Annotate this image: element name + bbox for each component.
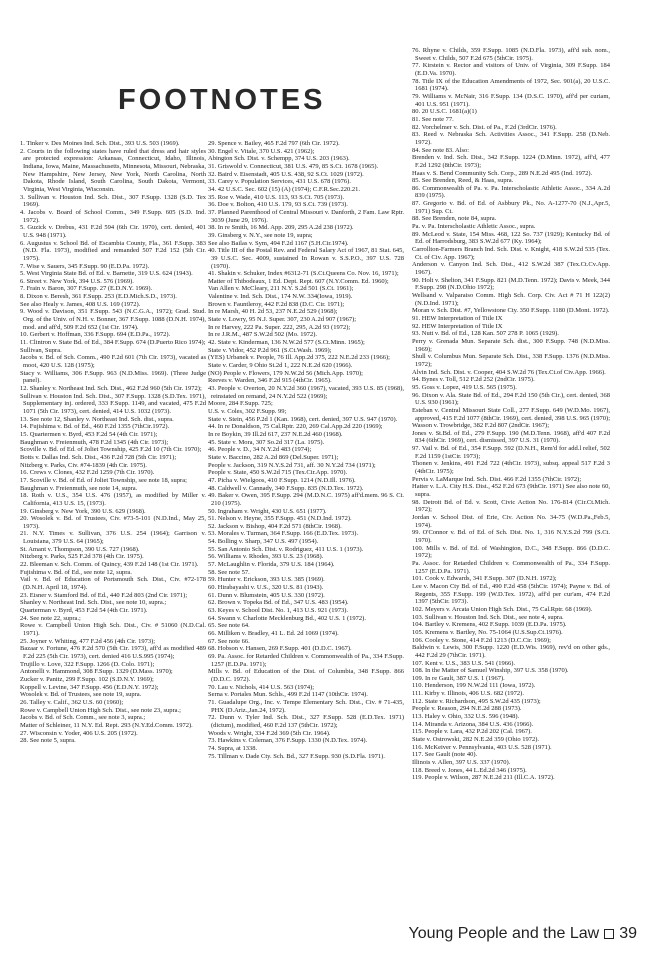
footnote-entry: 101. Cook v. Edwards, 341 F.Supp. 307 (D.N.H. 1972);	[412, 575, 557, 583]
footnotes-column-1	[20, 140, 206, 745]
footnote-entry: 85. See Brenden, Reed, & Haas, supra.	[412, 177, 514, 185]
footnote-entry: 91. HEW Interpretation of Title IX	[412, 314, 503, 322]
footnote-entry: 35. Roe v. Wade, 410 U.S. 113, 93 S.Ct. 705 (1973).	[208, 193, 345, 201]
footnote-entry: Van Allen v. McCleary, 211 N.Y. S.2d 501 (S.Ct. 1961);	[208, 285, 354, 293]
footnote-entry: 60. Hirabayashi v. U.S., 320 U.S. 81 (1943).	[208, 584, 324, 592]
footnote-entry: Matter of Thibodeaux, 1 Ed. Dept. Rept. 607 (N.Y.Comm. Ed. 1960);	[208, 277, 389, 285]
footnote-entry: 78. Title IX of the Education Amendments of 1972, Sec. 901(a), 20 U.S.C. 1681 (1974).	[412, 77, 610, 93]
footnote-entry: 50. Ingraham v. Wright, 430 U.S. 651 (1977).	[208, 507, 327, 515]
footnote-entry: 43. People v. Overton, 20 N.Y.2d 360 (1967), vacated, 393 U.S. 85 (1968), reinstated on remand, 24 N.Y.2d 522 (1969);	[208, 385, 404, 400]
footnote-entry: 11. Clintron v. State Bd. of Ed., 384 F.Supp. 674 (D.Puerto Rico 1974);	[20, 339, 206, 347]
footnote-entry: Haas v. S. Bend Community Sch. Corp., 289 N.E.2d 495 (Ind. 1972).	[412, 169, 593, 177]
footnote-entry: 37. Planned Parenthood of Central Missouri v. Danforth, 2 Fam. Law Rptr. 3039 (June 29, 1976).	[208, 208, 404, 224]
footnote-entry: 74. Supra, at 1338.	[208, 744, 258, 752]
footnote-entry: 5. Guzick v. Drebus, 431 F.2d 594 (6th Cir. 1970), cert. denied, 401 U.S. 948 (1971).	[20, 224, 206, 239]
footnote-entry: 48. Caldwell v. Cannady, 340 F.Supp. 835 (N.D.Tex. 1972).	[208, 484, 364, 492]
footnote-entry: 117. See Gault (note 40).	[412, 751, 478, 759]
footnote-entry: People v. Reason, 294 N.E.2d 288 (1973).	[412, 705, 522, 713]
footnote-entry: 17. Scoville v. Bd. of Ed. of Joliet Township, see note 18, supra;	[20, 476, 187, 484]
footnote-entry: 30. Engel v. Vitale, 370 U.S. 421 (1962);	[208, 147, 315, 155]
footnote-entry: 45. State v. Mora, 307 So.2d 317 (La. 1975).	[208, 438, 325, 446]
footnote-entry: 2. Courts in the following states have ruled that dress and hair styles are protected expression: Arkansas, Connecticut, Idaho, Illinois, Indiana, Iowa, Maine, Massachusetts, Minnesota, Missouri, Nebraska, New Hampshire, New Jersey, New York, North Carolina, North Dakota, Rhode Island, South Carolina, South Dakota, Vermont, Virginia, West Virginia, Wisconsin.	[20, 147, 206, 193]
footnote-entry: 6. Augustus v. School Bd. of Escambia County, Fla., 361 F.Supp. 383 (N.D. Fla. 1973), modified and remanded 507 F.2d 152 (5th Cir. 1975).	[20, 239, 206, 262]
footnote-entry: 15. Quartermen v. Byrd, 453 F.2d 54 (4th Cir. 1971);	[20, 430, 158, 438]
footnote-entry: 61. Dunn v. Blumstein, 405 U.S. 330 (1972).	[208, 591, 325, 599]
footnote-entry: 112. State v. Richardson, 495 S.W.2d 435 (1973);	[412, 697, 541, 705]
footnote-entry: 4. Jacobs v. Board of School Comm., 349 F.Supp. 605 (S.D. Ind. 1972).	[20, 208, 206, 224]
footnote-entry: 119. People v. Wilson, 287 N.E.2d 211 (Ill.C.A. 1972).	[412, 774, 555, 782]
footnote-entry: 12. Shanley v. Northeast Ind. Sch. Dist., 462 F.2d 960 (5th Cir. 1972);	[20, 385, 202, 392]
footnote-entry: 83. Reed v. Nebraska Sch. Activities Assoc., 341 F.Supp. 258 (D.Neb. 1972).	[412, 131, 610, 146]
footnote-entry: 40. Title III of the Postal Rev. and Federal Salary Act of 1967, 81 Stat. 645, 39 U.S.C. Sec. 4009, sustained In Rowan v. S.S.P.O., 397 U.S. 728 (1970).	[208, 247, 404, 270]
footnote-entry: 102. Meyers v. Arcata Union High Sch. Dist., 75 Cal.Rptr. 68 (1969).	[412, 605, 593, 613]
footnote-entry: 65. See note 64.	[208, 622, 250, 630]
footnote-entry: Koppell v. Levine, 347 F.Supp. 456 (E.D.N.Y. 1972);	[20, 683, 159, 691]
footnote-entry: 21. N.Y. Times v. Sullivan, 376 U.S. 254 (1964); Garrison v. Louisiana, 379 U.S. 64 (1965);	[20, 530, 206, 546]
footnote-entry: Brenden v. Ind. Sch. Dist., 342 F.Supp. 1224 (D.Minn. 1972), aff'd, 477 F.2d 1292 (8thCir. 1973);	[412, 154, 610, 169]
footnote-entry: St. Amant v. Thompson, 390 U.S. 727 (1968).	[20, 545, 140, 553]
footer-title: Young People and the Law	[408, 925, 600, 942]
footnote-entry: Quarterman v. Byrd, 453 F.2d 54 (4th Cir. 1971).	[20, 607, 148, 615]
footnote-entry: Brown v. Fauntleroy, 442 F.2d 838 (D.C. Cir. 1971);	[208, 300, 345, 308]
footnote-entry: 1. Tinker v. Des Moines Ind. Sch. Dist., 393 U.S. 503 (1969).	[20, 140, 180, 147]
footnote-entry: 53. Morales v. Turman, 364 F.Supp. 166 (E.D.Tex. 1973).	[208, 530, 359, 538]
footnote-entry: State v. Vidor, 452 P.2d 961 (S.Ct.Wash. 1969);	[208, 346, 332, 354]
footnote-entry: 22. Bleeman v. Sch. Comm. of Quincy, 439 F.2d 148 (1st Cir. 1971).	[20, 561, 199, 569]
footnote-entry: 57. McLaughlin v. Florida, 379 U.S. 184 (1964).	[208, 561, 335, 569]
footnote-entry: Stacy v. Williams, 306 F.Supp. 963 (N.D.Miss. 1969). (Three Judge panel).	[20, 369, 206, 385]
footnote-entry: 100. Mills v. Bd. of Ed. of Washington, D.C., 348 F.Supp. 866 (D.D.C. 1972);	[412, 544, 610, 560]
footnote-entry: Pervis v. LaMarque Ind. Sch. Dist. 466 F.2d 1355 (7thCir. 1972);	[412, 475, 582, 483]
footnote-entry: 38. In re Smith, 16 Md. App. 209, 295 A.2d 238 (1972).	[208, 224, 354, 232]
footnote-entry: 96. Dixon v. Ala. State Bd. of Ed., 294 F.2d 150 (5th Cir.), cert. denied, 368 U.S. 930 (1961);	[412, 391, 610, 407]
footnote-entry: 110. Henderson, 199 N.W.2d 111 (Iowa, 1972).	[412, 682, 536, 690]
footnote-entry: 31. Griswold v. Connecticut, 381 U.S. 479, 85 S.Ct. 1678 (1965).	[208, 162, 379, 170]
footnote-entry: 93. Nutt v. Bd. of Ed., 128 Kan. 507 278 P. 1065 (1929).	[412, 330, 559, 338]
footnote-entry: State v. Lowry, 95 N.J. Super. 307, 230 A.2d 907 (1967);	[208, 316, 357, 324]
footnote-entry: 16. Crews v. Clones, 432 F.2d 1259 (7th Cir. 1970).	[20, 469, 155, 477]
footnote-entry: Nitzberg v. Parks, Civ. #74-1839 (4th Cir. 1975).	[20, 461, 147, 469]
footnote-entry: Anderson v. Canyon Ind. Sch. Dist., 412 S.W.2d 387 (Tex.Ct.Cv.App. 1967).	[412, 261, 610, 277]
footnote-entry: Reeves v. Warden, 346 F.2d 915 (4thCir. 1965).	[208, 377, 332, 385]
footnote-entry: 88. See Brenden, note 84, supra.	[412, 215, 497, 223]
footnote-entry: 36. Doe v. Bolton, 410 U.S. 179, 93 S.Ct. 739 (1973).	[208, 201, 348, 209]
footnote-entry: 29. Spence v. Bailey, 465 F.2d 797 (6th Cir. 1972).	[208, 140, 340, 147]
footnote-entry: Sullivan, Supra.	[20, 346, 62, 354]
page-footer	[409, 925, 637, 943]
footnote-entry: 86. Commonwealth of Pa. v. Pa. Interscholastic Athletic Assoc., 334 A.2d 839 (1975).	[412, 184, 610, 200]
footnote-entry: 19. Ginsberg v. New York, 390 U.S. 629 (1968).	[20, 507, 146, 515]
footnote-entry: 106. Cooley v. Stone, 414 F.2d 1213 (D.C.Cir. 1969);	[412, 636, 551, 644]
footnote-entry: People v. State, 450 S.W.2d 715 (Tex.Cir.App. 1970).	[208, 469, 348, 477]
footnote-entry: 87. Gregorio v. Bd. of Ed. of Asbbury Pk., No. A-1277-70 (N.J.,Apr.5, 1971) Sup. Ct.	[412, 200, 610, 215]
footnote-entry: 13. See note 12, Shanley v. Northeast Ind. Sch. dist., supra.	[20, 415, 174, 423]
footnote-entry: 80. 20 U.S.C. 1681(a)(1)	[412, 108, 477, 116]
footnote-entry: 98. Detroit Bd. of Ed. v. Scott, Civic Action No. 176-814 (Cir.Ct.Mich. 1972);	[412, 498, 610, 514]
footnote-entry: 20. Wosolek v. Bd. of Trustees, Civ. #73-5-101 (N.D.Ind., May 25, 1973).	[20, 515, 206, 530]
footnote-entry: 92. HEW Interpretation of Title IX	[412, 322, 503, 330]
footnote-entry: 105. Kremens v. Bartley, No. 75-1064 (U.S.Sup.Ct.1976).	[412, 628, 563, 636]
footnote-entry: 69. Pa. Assoc. for Retarded Children v. Commonwealth of Pa., 334 F.Supp. 1257 (E.D.Pa. 1971);	[208, 652, 404, 668]
footnote-entry: In re Marsh, 40 H. 2d 53, 237 N.E.2d 529 (1968);	[208, 308, 338, 316]
footnote-entry: U.S. v. Coles, 302 F.Supp. 99;	[208, 407, 287, 415]
page-title: FOOTNOTES	[118, 84, 326, 116]
footnote-entry: Wellsand v. Valparaiso Comm. High Sch. Corp. Civ. Act # 71 H 122(2) (N.D.Ind. 1971);	[412, 292, 610, 307]
footnote-entry: In re Boykin, 39 Ill.2d 617, 237 N.E.2d 460 (1968).	[208, 430, 343, 438]
footnote-entry: Pa. Assoc. for Retarded Children v. Commonwealth of Pa., 334 F.Supp. 1257 (E.D.Pa. 1971).	[412, 559, 610, 575]
footnote-entry: Botts v. Dallas Ind. Sch. Dist., 436 F.2d 728 (5th Cir. 1971);	[20, 453, 177, 461]
footnote-entry: 104. Bartley v. Kremens, 402 F.Supp. 1039 (E.D.Pa. 1975).	[412, 621, 567, 629]
footnote-entry: Jones v. St.Bd. of Ed., 279 F.Supp. 190 (M.D.Tenn. 1968), aff'd 407 F.2d 834 (6thCir. 1969), cert. dismissed, 397 U.S. 31 (1970).	[412, 429, 610, 445]
footnote-entry: Antonelli v. Hammond, 308 F.Supp. 1329 (D.Mass. 1970);	[20, 668, 173, 676]
footnote-entry: 76. Rhyne v. Childs, 359 F.Supp. 1085 (N.D.Fla. 1973), aff'd sub. nom., Sweet v. Childs, 507 F.2d 675 (5thCir. 1975).	[412, 47, 610, 62]
footnote-entry: 75. Tillman v. Dade Cty. Sch. Bd., 327 F.Supp. 930 (S.D.Fla. 1971).	[208, 752, 385, 760]
footnote-entry: 62. Brown v. Topeka Bd. of Ed., 347 U.S. 483 (1954).	[208, 599, 349, 607]
footnote-entry: Shull v. Columbus Mun. Separate Sch. Dist., 338 F.Supp. 1376 (N.D.Miss. 1972);	[412, 353, 610, 368]
footnote-entry: Jacobs v. Bd. of Sch. Comm., 490 F.2d 601 (7th Cir. 1973), vacated as moot, 420 U.S. 128 (1975);	[20, 354, 206, 370]
footnote-entry: 24. See note 22, supra.;	[20, 614, 81, 622]
footnote-entry: 3. Sullivan v. Houston Ind. Sch. Dist., 307 F.Supp. 1328 (S.D. Tex 1969).	[20, 193, 206, 209]
footnote-entry: Thonen v. Jenkins, 491 F.2d 722 (4thCir. 1973), subsq. appeal 517 F.2d 3 (4thCir. 1975);	[412, 460, 610, 476]
footnote-entry: 14. Fujishima v. Bd. of Ed., 460 F.2d 1355 (7thCir.1972).	[20, 423, 170, 431]
footnote-entry: Jacobs v. Bd. of Sch. Comm., see note 3, supra.;	[20, 714, 146, 722]
footnote-entry: 84. See note 83. Also:	[412, 146, 470, 154]
footnote-entry: 46. People v. D., 34 N.Y.2d 483 (1974);	[208, 446, 312, 454]
footnote-entry: Carrollton-Farmers Branch Ind. Sch. Dist. v. Knight, 418 S.W.2d 535 (Tex. Ct. of Civ. App. 1967);	[412, 246, 610, 261]
footnote-entry: 8. Dixon v. Beresh, 361 F.Supp. 253 (E.D.Mich.S.D., 1973).	[20, 293, 177, 301]
footnote-entry: Valentine v. Ind. Sch. Dist., 174 N.W. 334(Iowa, 1919).	[208, 293, 353, 301]
footnote-entry: Nitzberg v. Parks, 525 F.2d 378 (4th Cir. 1975).	[20, 553, 144, 561]
footnote-entry: Woods v. Wright, 334 F.2d 369 (5th Cir. 1964).	[208, 729, 331, 737]
footnote-entry: 66. Milliken v. Bradley, 41 L. Ed. 2d 1069 (1974).	[208, 630, 339, 637]
footnote-entry: 108. In the Matter of Samuel Winship, 397 U.S. 358 (1970).	[412, 667, 569, 675]
footnote-entry: State v. Baccino, 282 A.2d 869 (Del.Super. 1971);	[208, 453, 339, 461]
footnote-entry: 39. Ginsberg v. N.Y., see note 19, supra;	[208, 231, 313, 239]
footnote-entry: State v. Stein, 456 P.2d 1 (Kan. 1968), cert. denied, 397 U.S. 947 (1970).	[208, 415, 398, 423]
footnote-entry: Esteban v. Central Missouri State Coll., 277 F.Supp. 649 (W.D.Mo. 1967), approved, 415 F.2d 1077 (8thCir. 1969), cert. denied, 398 U.S. 965 (1970);	[412, 406, 610, 422]
footnote-entry: Baughman v. Freienmuth, 478 F.2d 1345 (4th Cir. 1973);	[20, 438, 169, 446]
footnote-entry: 113. Haley v. Ohio, 332 U.S. 596 (1948).	[412, 713, 520, 721]
footnote-entry: Baughman v. Freienmuth, see note 14, supra.	[20, 484, 138, 492]
footnote-entry: 77. Kirstein v. Rector and visitors of Univ. of Virginia, 309 F.Supp. 184 (E.D.Va. 1970).	[412, 62, 610, 77]
footnote-entry: 58. See note 57.	[208, 568, 250, 576]
footnote-entry: 72. Dunn v. Tyler Ind. Sch. Dist., 327 F.Supp. 528 (E.D.Tex. 1971) (dictum), modified, 460 F.2d 137 (5thCir. 1972);	[208, 714, 404, 729]
footnote-entry: 115. People v. Lara, 432 P.2d 202 (Cal. 1967).	[412, 728, 532, 736]
footnote-entry: 33. Carey v. Population Services, 431 U.S. 678 (1976).	[208, 178, 351, 186]
footnote-entry: Pa. v. Pa. Interscholastic Athletic Assoc., supra.	[412, 223, 536, 231]
footnote-entry: Serna v. Portales Mun. Schls., 499 F.2d 1147 (10thCir. 1974).	[208, 691, 368, 699]
footnote-entry: See also Bailas v. Sym, 494 F.2d 1167 (5.H.Cir.1974).	[208, 239, 349, 247]
footnote-entry: 107. Kent v. U.S., 383 U.S. 541 (1966).	[412, 659, 516, 667]
footnote-entry: In re Harvey, 222 Pa. Super. 222, 295, A.2d 93 (1972);	[208, 323, 351, 331]
footnote-entry: Baldwin v. Lewis, 300 F.Supp. 1220 (E.D.Wis. 1969), rev'd on other gds., 442 F.2d 29 (7thCir. 1971).	[412, 644, 610, 659]
footnote-entry: Wosolek v. Bd. of Trustees, see note 19, supra.	[20, 691, 142, 699]
square-box-icon	[604, 929, 614, 939]
footnotes-column-2	[208, 140, 404, 760]
footnote-entry: 70. Lau v. Nichols, 414 U.S. 563 (1974);	[208, 683, 315, 691]
footnote-entry: 27. Wisconsin v. Yoder, 406 U.S. 205 (1972).	[20, 729, 138, 737]
footnote-entry: State v. Ostrowski, 282 N.E.2d 359 (Ohio 1972).	[412, 736, 540, 744]
footnote-entry: 7. Wise v. Sauers, 345 F.Supp. 90 (E.D.Pa. 1972).	[20, 262, 150, 270]
footnote-entry: 81. See note 77.	[412, 115, 454, 123]
footnote-entry: 7. Frain v. Baron, 307 F.Supp. 27 (E.D.N.Y. 1969).	[20, 285, 153, 293]
footnote-entry: Zucker v. Panitz, 299 F.Supp. 102 (S.D.N.Y. 1969);	[20, 675, 154, 683]
footnote-entry: 49. Baker v. Owen, 395 F.Supp. 294 (M.D.N.C. 1975) aff'd.mem. 96 S. Ct. 210 (1975).	[208, 492, 404, 507]
footnote-entry: 44. In re Donaldson, 75 Cal.Rptr. 220, 269 Cal.App.2d 220 (1969);	[208, 423, 383, 431]
footnote-entry: 52. Jackson v. Bishop, 404 F.2d 571 (8thCir. 1968).	[208, 522, 342, 530]
footnote-entry: Alvin Ind. Sch. Dist. v. Cooper, 404 S.W.2d 76 (Tex.Ct.of Civ.App. 1966).	[412, 368, 606, 376]
footnote-entry: 56. Williams v. Rhodes, 393 U.S. 23 (1968).	[208, 553, 324, 561]
footnote-entry: 51. Nelson v. Heyne, 355 F.Supp. 451 (N.D.Ind. 1972).	[208, 515, 352, 523]
footnote-entry: 67. See note 66.	[208, 637, 250, 645]
footnote-entry: Fujishima v. Bd. of Ed., see note 12, supra.	[20, 568, 132, 576]
footnote-entry: 94. Bynes v. Toll, 512 F.2d 252 (2ndCir. 1975).	[412, 376, 535, 384]
footnote-entry: 32. Baird v. Eisenstadt, 405 U.S. 438, 92 S.Ct. 1029 (1972).	[208, 170, 364, 178]
page-number: 39	[619, 925, 637, 942]
footnote-entry: Mills v. Bd. of Education of the Dist. of Columbia, 348 F.Supp. 866 (D.D.C. 1972).	[208, 668, 404, 683]
footnote-entry: 95. Goss v. Lopez, 419 U.S. 565 (1975).	[412, 383, 517, 391]
footnote-entry: 5. West Virginia State Bd. of Ed. v. Barnette, 319 U.S. 624 (1943).	[20, 270, 193, 278]
footnote-entry: 118. Breed v. Jones, 44 L.Ed.2d 346 (1975).	[412, 766, 527, 774]
footnote-entry: 42. State v. Kinderman, 136 N.W.2d 577 (S.Ct.Minn. 1965);	[208, 339, 365, 347]
footnote-entry: 71. Guadalupe Org., Inc. v. Tempe Elementary Sch. Dist., Civ. # 71-435, PHX (D.Ariz.,Jan.24, 1972).	[208, 698, 404, 714]
footnote-entry: 111. Kirby v. Illinois, 406 U.S. 682 (1972).	[412, 690, 524, 698]
footnote-entry: 109. In re Gault, 387 U.S. 1 (1967).	[412, 674, 505, 682]
footnote-entry: 97. Vail v. Bd. of Ed., 354 F.Supp. 592 (D.N.H., Rem'd for add.l relief, 502 F.2d 1159 (1stCir. 1973);	[412, 445, 610, 460]
footnote-entry: 28. See note 5, supra.	[20, 737, 76, 745]
footnote-entry: 23. Eisner v. Stamford Bd. of Ed., 440 F.2d 803 (2nd Cir. 1971);	[20, 591, 188, 599]
footnote-entry: In re J.R.M., 487 S.W.2d 502 (Mo. 1972).	[208, 331, 317, 339]
footnote-entry: Illinois v. Allen, 397 U.S. 337 (1970).	[412, 759, 511, 767]
footnote-entry: 79. Williams v. McNair, 316 F.Supp. 134 (D.S.C. 1970), aff'd per curiam, 401 U.S. 951 (1971).	[412, 92, 610, 108]
footnote-entry: 54. Bolling v. Sharp, 347 U.S. 497 (1954).	[208, 538, 319, 546]
footnote-entry: Vail v. Bd. of Education of Portsmouth Sch. Dist., Civ. #72-178 (D.N.H. April 18, 1974).	[20, 576, 206, 592]
footnote-entry: 26. Talley v. Calif., 362 U.S. 60 (1960);	[20, 698, 124, 706]
footnote-entry: 99. O'Connor v. Bd. of Ed. of Sch. Dist. No. 1, 316 N.Y.S.2d 799 (S.Ct. 1970).	[412, 529, 610, 544]
footnote-entry: 47. Picha v. Wielgoos, 410 F.Supp. 1214 (N.D.Ill. 1976).	[208, 476, 356, 484]
footnote-entry: (NO) People v. Flowers, 179 N.W.2d 56 (Mich.App. 1970);	[208, 369, 363, 377]
footnote-entry: Jordan v. School Dist. of Erie, Civ. Action No. 34-75 (W.D.Pa.,Feb.5, 1974).	[412, 514, 610, 529]
footnote-entry: 73. Hawkins v. Coleman, 376 F.Supp. 1330 (N.D.Tex. 1974).	[208, 737, 368, 745]
footnote-entry: Moran v. Sch. Dist. #7, Yellowstone Cty. 350 F.Supp. 1180 (D.Mont. 1972).	[412, 307, 610, 315]
footnote-entry: Scoville v. Bd. of Ed. of Joliet Township, 425 F.2d 10 (7th Cir. 1970);	[20, 446, 202, 454]
footnote-entry: 34. 42 U.S.C. Sec. 602 (15) (A) (1974); C.F.R.Sec.220.21.	[208, 185, 361, 193]
footnote-entry: 41. Shakin v. Schuker, Index #6312-71 (S.Ct.Queens Co. Nov. 16, 1971);	[208, 270, 399, 278]
footnote-entry: Bazaar v. Fortune, 476 F.2d 570 (5th Cir. 1973), aff'd as modified 489 F.2d 225 (5th Cir. 1973), cert. denied 416 U.S.995 (1974);	[20, 645, 206, 660]
footnote-entry: Perry v. Grenada Mun. Separate Sch. dist., 300 F.Supp. 748 (N.D.Miss. 1969);	[412, 337, 610, 353]
footnote-entry: Matter of Schleiner, 11 N.Y. Ed. Rept. 293 (N.Y.Ed.Comm. 1972).	[20, 721, 193, 729]
footnote-entry: 68. Hobson v. Hansen, 269 F.Supp. 401 (D.D.C. 1967).	[208, 645, 352, 653]
footnote-entry: 25. Joyner v. Whiting, 477 F.2d 456 (4th Cir. 1973);	[20, 637, 156, 645]
footnote-entry: 10. Gerbert v. Hoffman, 336 F.Supp. 694 (E.D.Pa., 1972).	[20, 331, 171, 339]
footnote-entry: Sullivan v. Houston Ind. Sch. Dist., 307 F.Supp. 1328 (S.D.Tex. 1971), Supplementary inj. ordered, 333 F.Supp. 1149, and vacated, 475 F.2d 1071 (5th Cir. 1973), cert. denied, 414 U.S. 1032 (1973).	[20, 392, 206, 415]
footnote-entry: 59. Hunter v. Erickson, 393 U.S. 385 (1969).	[208, 576, 325, 584]
footnote-entry: Rowe v. Campbell Union High Sch. Dist., Civ. # 51060 (N.D.Cal. 1971).	[20, 622, 206, 637]
footnote-entry: (YES) Urbanek v. People, 76 Ill. App.2d 375, 222 N.E.2d 233 (1966);	[208, 354, 390, 362]
footnotes-column-3	[412, 47, 610, 782]
footnote-entry: 6. Street v. New York, 394 U.S. 576 (1969).	[20, 277, 134, 285]
footnote-entry: People v. Jackson, 319 N.Y.S.2d 731, aff. 30 N.Y.2d 734 (1971);	[208, 461, 376, 469]
footnote-entry: Shanley v. Northeast Ind. Sch. Dist., see note 10, supra.;	[20, 599, 167, 607]
footnote-entry: 64. Swann v. Charlotte Mecklenburg Bd., 402 U.S. 1 (1972).	[208, 614, 366, 622]
footnote-entry: Wasson v. Trowbridge, 382 F.2d 807 (2ndCir. 1967);	[412, 422, 550, 430]
footnote-entry: Hatter v. L.A. City H.S. Dist., 452 F.2d 673 (9thCir. 1971) See also note 60, supra.	[412, 483, 610, 499]
footnote-entry: Trujillo v. Love, 322 F.Supp. 1266 (D. Colo. 1971);	[20, 660, 155, 668]
footnote-entry: State v. Carder, 9 Ohio St.2d 1, 222 N.E.2d 620 (1966).	[208, 362, 353, 370]
footnote-entry: 116. McKeiver v. Pennsylvania, 403 U.S. 528 (1971).	[412, 743, 552, 751]
footnote-entry: 90. Holt v. Shelton, 341 F.Supp. 821 (M.D.Tenn. 1972); Davis v. Meek, 344 F.Supp. 298 (N.D.Ohio 1972);	[412, 276, 610, 292]
footnote-entry: 103. Sullivan v. Houston Ind. Sch. Dist., see note 4, supra.	[412, 613, 564, 621]
footnote-entry: 89. McLeod v. State, 154 Miss. 468, 122 So. 737 (1929); Kentucky Bd. of Ed. of Harrodsburg, 383 S.W.2d 677 (Ky. 1964);	[412, 230, 610, 246]
footnote-entry: 114. Miranda v. Arizona, 384 U.S. 436 (1966).	[412, 720, 534, 728]
footnote-entry: 82. Vorchelmer v. Sch. Dist. of Pa., F.2d (3rdCir. 1976).	[412, 123, 557, 131]
footnote-entry: 55. San Antonio Sch. Dist. v. Rodriguez, 411 U.S. 1 (1973).	[208, 545, 364, 553]
footnote-entry: Rowe v. Campbell Union High Sch. Dist., see note 23, supra.;	[20, 706, 181, 714]
footnote-entry: Lee v. Macon Cty Bd. of Ed., 490 F.2d 458 (5thCir. 1974); Payne v. Bd. of Regents, 355 F.Supp. 199 (W.D.Tex. 1972), aff'd per cur'am, 474 F.2d 1397 (5thCir. 1973).	[412, 582, 610, 606]
footnote-entry: Abington Sch. Dist. v. Schempp, 374 U.S. 203 (1963).	[208, 155, 350, 163]
footnote-entry: Moore, 284 F.Supp. 725;	[208, 400, 273, 408]
footnote-entry: See also Healy v. James, 408 U.S. 169 (1972).	[20, 300, 141, 308]
footnote-entry: 18. Roth v. U.S., 354 U.S. 476 (1957), as modified by Miller v. California, 413 U.S. 15, (1973).	[20, 492, 206, 507]
footnote-entry: 63. Keyes v. School Dist. No. 1, 413 U.S. 921 (1973).	[208, 607, 349, 615]
footnote-entry: 9. Wood v. Davison, 351 F.Supp. 543 (N.C.G.A., 1972); Grad. Stud. Org. of the Univ. of N.H. v. Bonner, 367 F.Supp. 1088 (D.N.H. 1974), mod. and aff'd, 509 F.2d 652 (1st Cir. 1974).	[20, 308, 206, 331]
